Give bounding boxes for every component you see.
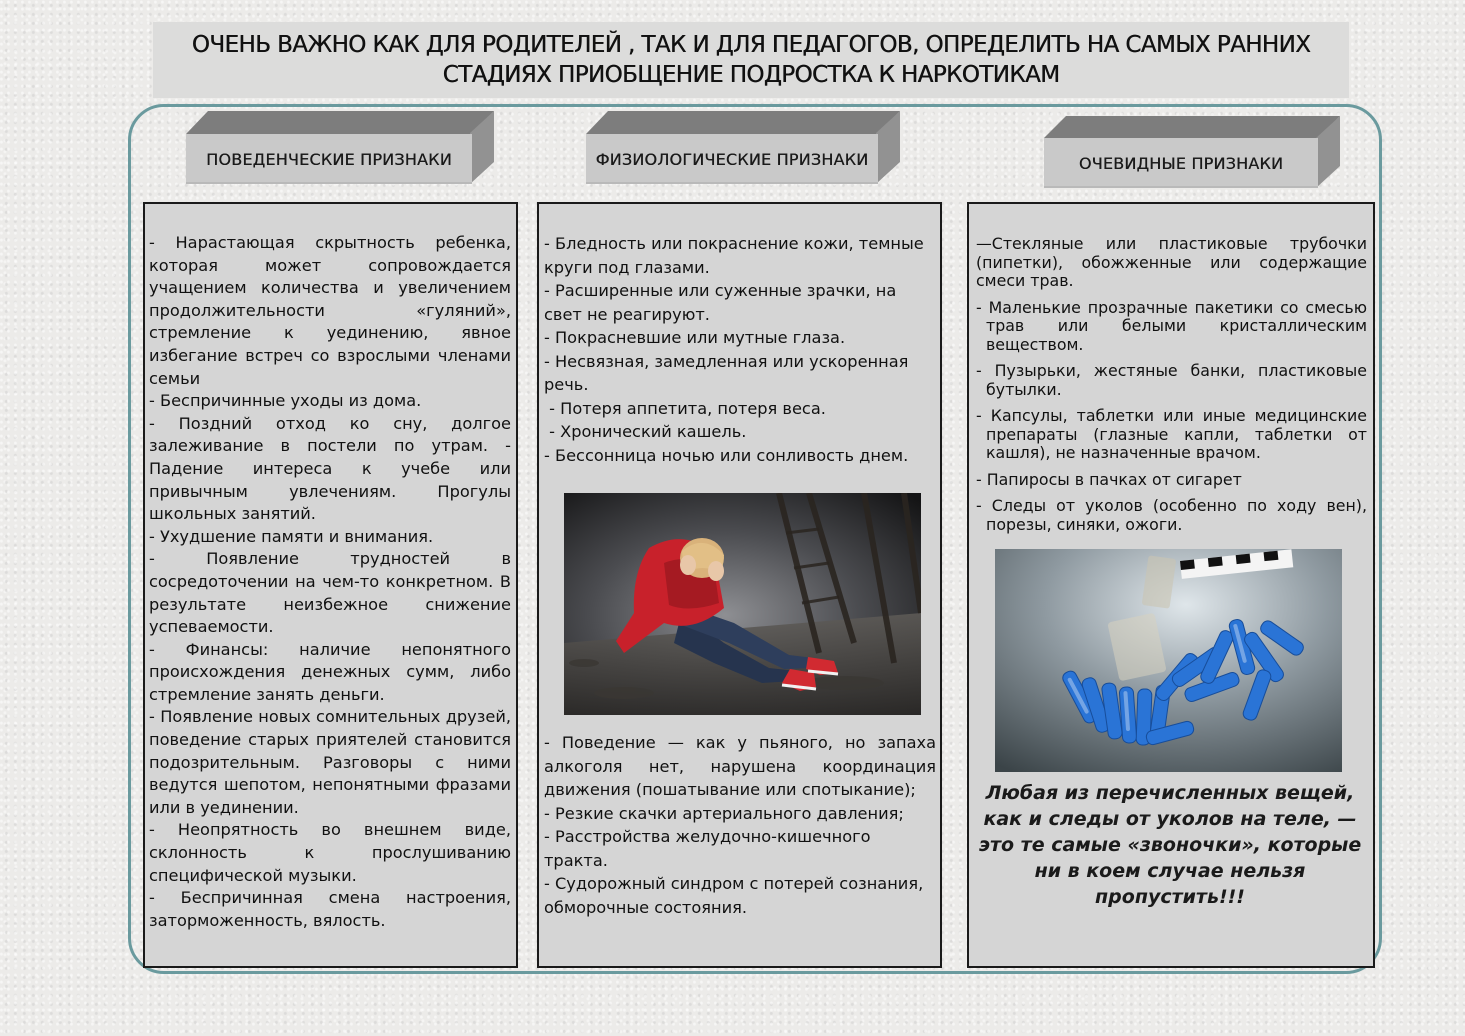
behavioral-item: - Поздний отход ко сну, долгое залеживание в постели по утрам. - Падение интереса к учебе или привычным увлечениям. Прогулы школьных занятий. <box>149 413 511 524</box>
photo-evidence-drawing <box>995 549 1342 772</box>
header-label-obvious: ОЧЕВИДНЫЕ ПРИЗНАКИ <box>1078 153 1284 173</box>
behavioral-item: - Неопрятность во внешнем виде, склонность к прослушиванию специфической музыки. <box>149 820 511 885</box>
header-label-physiological: ФИЗИОЛОГИЧЕСКИЕ ПРИЗНАКИ <box>595 149 869 169</box>
behavioral-item: - Появление новых сомнительных друзей, поведение старых приятелей становится подозрительным. Разговоры с ними ведутся шепотом, непонятными фразами или в уединении. <box>149 707 511 817</box>
behavioral-item: - Появление трудностей в сосредоточении на чем-то конкретном. В результате неизбежное снижение успеваемости. <box>149 549 511 637</box>
obvious-item: - Капсулы, таблетки или иные медицинские препараты (глазные капли, таблетки от кашля), не назначенные врачом. <box>976 406 1367 462</box>
header-block-obvious <box>1044 116 1340 188</box>
physiological-item: - Расширенные или суженные зрачки, на свет не реагируют. <box>544 281 897 324</box>
physiological-item: - Несвязная, замедленная или ускоренная речь. <box>544 351 909 394</box>
header-block-behavioral <box>186 111 494 184</box>
behavioral-item: - Беспричинная смена настроения, заторможенность, вялость. <box>149 888 511 930</box>
title-band <box>153 22 1349 98</box>
obvious-text <box>976 235 1367 534</box>
photo-distressed-teen-drawing <box>564 493 921 715</box>
behavioral-item: - Беспричинные уходы из дома. <box>149 391 422 411</box>
page-title-line-1: ОЧЕНЬ ВАЖНО КАК ДЛЯ РОДИТЕЛЕЙ , ТАК И ДЛЯ ПЕДАГОГОВ, ОПРЕДЕЛИТЬ НА САМЫХ РАННИХ <box>191 32 1311 58</box>
header-block-physiological <box>586 111 900 184</box>
behavioral-item: - Нарастающая скрытность ребенка, которая может сопровождается учащением количества и увеличением продолжительности «гуляний», стремление к уединению, явное избегание встреч со взрослыми членами семьи <box>149 233 511 388</box>
warning-caption: Любая из перечисленных вещей, как и следы от уколов на теле, — это те самые «звоночки», которые ни в коем случае нельзя пропустить!!! <box>978 782 1362 908</box>
physiological-item: - Бессонница ночью или сонливость днем. <box>544 445 909 465</box>
physiological-item: - Хронический кашель. <box>544 422 747 441</box>
obvious-item: - Пузырьки, жестяные банки, пластиковые бутылки. <box>976 361 1367 399</box>
physiological-item: - Судорожный синдром с потерей сознания, обморочные состояния. <box>544 874 924 917</box>
behavioral-item: - Ухудшение памяти и внимания. <box>149 526 434 546</box>
physiological-text-top <box>544 232 936 467</box>
photo-evidence-capsules <box>995 549 1342 772</box>
physiological-item: - Поведение — как у пьяного, но запаха алкоголя нет, нарушена координация движения (пошатывание или спотыкание); <box>544 733 936 799</box>
behavioral-text <box>149 232 511 932</box>
physiological-item: - Покрасневшие или мутные глаза. <box>544 328 846 347</box>
physiological-item: - Резкие скачки артериального давления; <box>544 803 904 823</box>
photo-distressed-teen <box>564 493 921 715</box>
page-title-line-2: СТАДИЯХ ПРИОБЩЕНИЕ ПОДРОСТКА К НАРКОТИКАМ <box>442 62 1060 88</box>
header-label-behavioral: ПОВЕДЕНЧЕСКИЕ ПРИЗНАКИ <box>206 149 452 169</box>
physiological-item: - Бледность или покраснение кожи, темные круги под глазами. <box>544 234 924 277</box>
obvious-item: - Папиросы в пачках от сигарет <box>976 469 1242 489</box>
behavioral-item: - Финансы: наличие непонятного происхождения денежных сумм, либо стремление занять деньги. <box>149 639 511 704</box>
obvious-item: - Следы от уколов (особенно по ходу вен), порезы, синяки, ожоги. <box>976 496 1367 534</box>
physiological-text-bottom <box>544 731 936 919</box>
obvious-item: —Стекляные или пластиковые трубочки (пипетки), обожженные или содержащие смеси трав. <box>976 234 1367 290</box>
physiological-item: - Расстройства желудочно-кишечного тракта. <box>544 827 871 870</box>
obvious-item: - Маленькие прозрачные пакетики со смесью трав или белыми кристаллическим веществом. <box>976 297 1367 354</box>
physiological-item: - Потеря аппетита, потеря веса. <box>544 398 826 418</box>
